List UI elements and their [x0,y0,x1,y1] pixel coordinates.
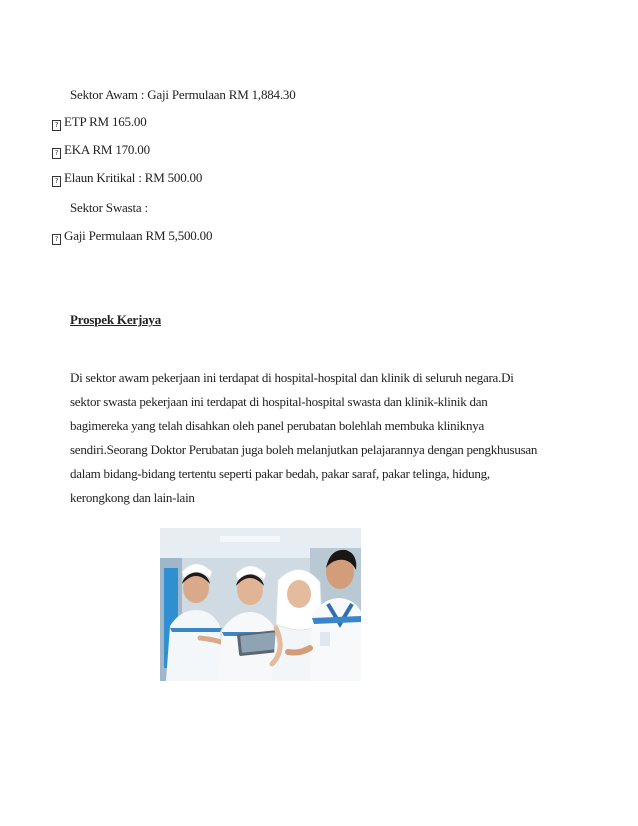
medical-staff-photo [160,528,361,681]
public-sector-heading: Sektor Awam : Gaji Permulaan RM 1,884.30 [70,87,296,102]
bullet-placeholder-icon: ? [52,148,61,159]
bullet-placeholder-icon: ? [52,176,61,187]
career-prospects-heading: Prospek Kerjaya [70,312,161,327]
career-prospects-paragraph [70,366,570,510]
paragraph-line: dalam bidang-bidang tertentu seperti pakar bedah, pakar saraf, pakar telinga, hidung, [70,466,490,481]
paragraph-line: sendiri.Seorang Doktor Perubatan juga boleh melanjutkan pelajarannya dengan pengkhususan [70,442,538,457]
paragraph-line: Di sektor awam pekerjaan ini terdapat di hospital-hospital dan klinik di seluruh negara.Di [70,370,514,385]
bullet-gaji-permulaan [52,228,212,245]
bullet-placeholder-icon: ? [52,120,61,131]
bullet-placeholder-icon: ? [52,234,61,245]
bullet-gaji-permulaan-text: Gaji Permulaan RM 5,500.00 [64,228,213,243]
bullet-elaun-kritikal-text: Elaun Kritikal : RM 500.00 [64,170,203,185]
bullet-eka [52,142,150,159]
bullet-etp-text: ETP RM 165.00 [64,114,147,129]
bullet-etp [52,114,147,131]
private-sector-heading: Sektor Swasta : [70,200,148,215]
paragraph-line: bagimereka yang telah disahkan oleh panel perubatan bolehlah membuka kliniknya [70,418,485,433]
bullet-elaun-kritikal [52,170,202,187]
paragraph-line: kerongkong dan lain-lain [70,490,195,505]
medical-staff-illustration [160,528,361,681]
bullet-eka-text: EKA RM 170.00 [64,142,150,157]
paragraph-line: sektor swasta pekerjaan ini terdapat di hospital-hospital swasta dan klinik-klinik dan [70,394,488,409]
